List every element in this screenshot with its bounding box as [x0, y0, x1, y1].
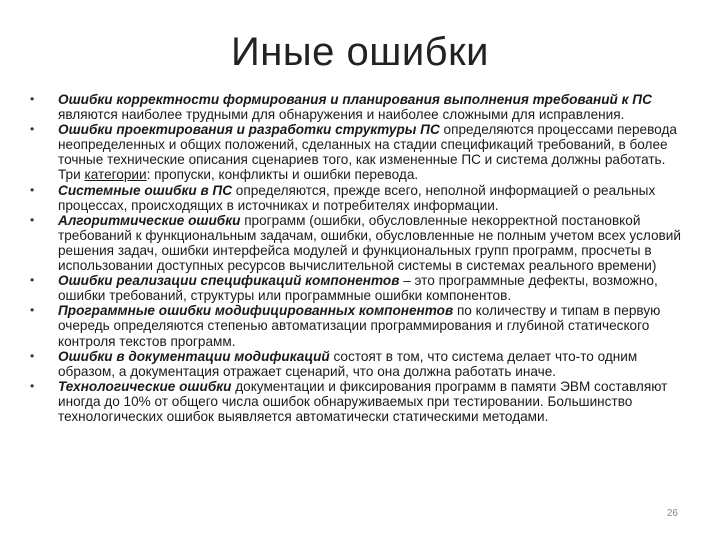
bullet-icon: • — [30, 378, 35, 393]
item-text: состоят в том, что система делает что-то одним образом, а документация отражает сценарий, что она должна работать иначе. — [58, 348, 638, 379]
item-lead: Технологические ошибки — [58, 378, 232, 394]
item-lead: Программные ошибки модифицированных компонентов — [58, 303, 454, 319]
list-item — [30, 122, 690, 182]
bullet-icon: • — [30, 212, 35, 227]
item-lead: Ошибки в документации модификаций — [58, 348, 330, 364]
page-number: 26 — [666, 508, 678, 519]
item-text: по количеству и типам в первую очередь определяются степенью автоматизации программирования и глубиной статического контроля текстов программ. — [58, 303, 661, 349]
bullet-icon: • — [30, 182, 35, 197]
item-text: – это программные дефекты, возможно, ошибки требований, структуры или программные ошибки компонентов. — [58, 273, 658, 304]
bullet-icon: • — [30, 273, 35, 288]
list-item — [30, 303, 690, 348]
bullet-icon: • — [30, 348, 35, 363]
item-text: определяются процессами перевода неопределенных и общих положений, сделанных на стадии спецификаций требований, в более точные технические описания сценариев того, как измененные ПС и система должны работать. Три — [58, 122, 677, 183]
item-text: являются наиболее трудными для обнаружения и наиболее сложными для исправления. — [58, 107, 625, 123]
item-lead: Ошибки реализации спецификаций компонентов — [58, 273, 400, 289]
bullet-icon: • — [30, 122, 35, 137]
bullet-list — [30, 92, 690, 424]
bullet-icon: • — [30, 303, 35, 318]
item-text-tail: : пропуски, конфликты и ошибки перевода. — [146, 167, 419, 183]
list-item — [30, 273, 690, 303]
list-item — [30, 349, 690, 379]
item-lead: Ошибки проектирования и разработки структуры ПС — [58, 122, 440, 138]
item-lead: Алгоритмические ошибки — [58, 212, 241, 228]
bullet-icon: • — [30, 92, 35, 106]
item-text: документации и фиксирования программ в памяти ЭВМ составляют иногда до 10% от общего числа ошибок обнаруживаемых при тестировании. Большинство технологических ошибок выявляется автоматически статическими методами. — [58, 378, 668, 424]
categories-link[interactable]: категории — [84, 167, 147, 183]
list-item — [30, 213, 690, 273]
item-text: программ (ошибки, обусловленные некорректной постановкой требований к функциональным задачам, ошибки, обусловленные не полным учетом всех условий решения задач, ошибки интерфейса модулей и функциональных групп программ, просчеты в использовании доступных ресурсов вычислительной системы в системах реального времени) — [58, 212, 681, 274]
page-title: Иные ошибки — [231, 30, 489, 74]
item-lead: Ошибки корректности формирования и планирования выполнения требований к ПС — [58, 92, 652, 107]
item-text: определяются, прежде всего, неполной информацией о реальных процессах, происходящих в источниках и потребителях информации. — [58, 182, 656, 213]
item-lead: Системные ошибки в ПС — [58, 182, 233, 198]
list-item — [30, 183, 690, 213]
list-item — [30, 92, 690, 122]
list-item — [30, 379, 690, 424]
